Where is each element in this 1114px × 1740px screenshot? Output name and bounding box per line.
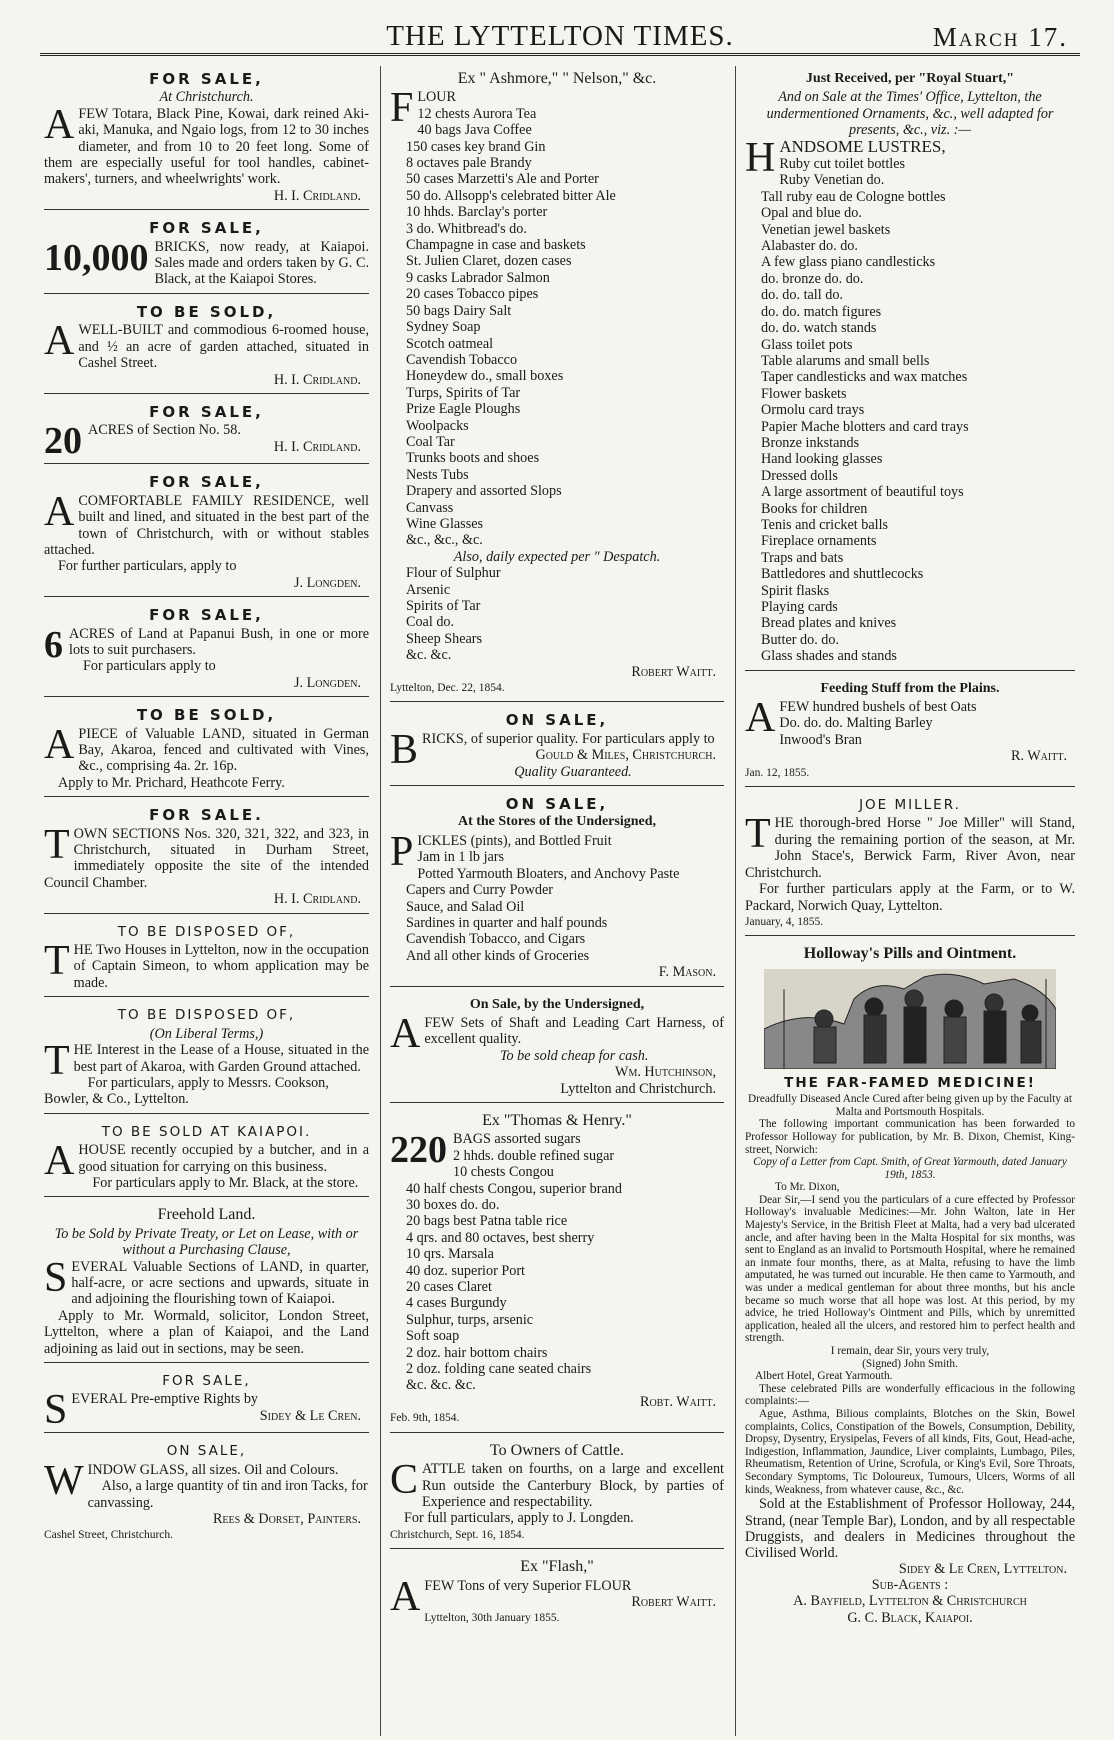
list-item: Books for children xyxy=(761,500,868,517)
advert-subheading: To be Sold by Private Treaty, or Let on Lease, with or without a Purchasing Clause, xyxy=(54,1225,359,1259)
advert-body: FEW Tons of very Superior FLOUR xyxy=(424,1577,632,1594)
drop-cap: A xyxy=(44,488,75,535)
advert-body: ACRES of Land at Papanui Bush, in one or more lots to suit purchasers. xyxy=(69,625,369,658)
list-item: A large assortment of beautiful toys xyxy=(761,484,964,501)
list-item: Glass toilet pots xyxy=(761,336,853,353)
advert-signature: Gould & Miles, Christchurch. xyxy=(535,747,716,764)
goods-list xyxy=(390,565,724,663)
goods-list xyxy=(390,1148,724,1394)
list-item: Alabaster do. do. xyxy=(761,238,858,255)
advert-body: BRICKS, now ready, at Kaiapoi. Sales made and orders taken by G. C. Black, at the Kaiapoi Stores. xyxy=(154,238,369,288)
list-item: Cavendish Tobacco, and Cigars xyxy=(406,931,586,948)
advert-signature: Wm. Hutchinson, xyxy=(615,1064,716,1081)
advert-heading: Holloway's Pills and Ointment. xyxy=(803,945,1017,963)
advert-heading: FOR SALE, xyxy=(149,219,264,238)
drop-cap: H xyxy=(745,134,776,181)
advert-timber xyxy=(44,66,369,210)
advert-paragraph: The following important communication has been forwarded to Professor Holloway for publication, by Mr. B. Dixon, Chemist, King-street, Norwich: xyxy=(745,1118,1075,1156)
drop-cap: T xyxy=(44,1038,70,1085)
advert-signature: Sidey & Le Cren, Lyttelton. xyxy=(898,1560,1067,1577)
sub-agent: A. Bayfield, Lyttelton & Christchurch xyxy=(793,1593,1027,1610)
list-item: Glass shades and stands xyxy=(761,648,897,665)
advert-signature-place: Lyttelton and Christchurch. xyxy=(560,1080,716,1097)
goods-list xyxy=(390,106,724,549)
advert-signature: F. Mason. xyxy=(658,964,716,981)
advert-paragraph: Sold at the Establishment of Professor Holloway, 244, Strand, (near Temple Bar), London, and by all respectable Druggists, and dealers in Medicines throughout the Civilised World. xyxy=(745,1496,1075,1562)
drop-cap: A xyxy=(745,695,776,742)
advert-bricks-gould xyxy=(390,707,724,786)
advert-house-cashel xyxy=(44,299,369,394)
advert-body: HE Interest in the Lease of a House, situated in the best part of Akaroa, with Garden Ground attached. xyxy=(73,1042,369,1075)
advert-line: For further particulars, apply to xyxy=(58,558,237,575)
list-item: 10 qrs. Marsala xyxy=(406,1246,494,1263)
advert-signature: Robt. Waitt. xyxy=(639,1393,716,1410)
list-item: 2 hhds. double refined sugar xyxy=(453,1147,615,1164)
list-item: Turps, Spirits of Tar xyxy=(406,384,521,401)
issue-date: March 17. xyxy=(932,22,1068,52)
advert-signature: H. I. Cridland. xyxy=(273,371,361,388)
list-item: Spirits of Tar xyxy=(406,598,481,614)
drop-cap: A xyxy=(44,1138,75,1185)
advert-body: FEW hundred bushels of best Oats xyxy=(779,699,977,716)
drop-cap: A xyxy=(44,721,75,768)
advert-heading: Freehold Land. xyxy=(157,1206,256,1224)
list-item: 50 bags Dairy Salt xyxy=(406,302,512,319)
list-item: Sydney Soap xyxy=(406,319,481,336)
list-item: Capers and Curry Powder xyxy=(406,882,553,899)
advert-two-houses xyxy=(44,919,369,998)
drop-cap: F xyxy=(390,85,414,132)
advert-signature: H. I. Cridland. xyxy=(273,187,361,204)
advert-body: EVERAL Valuable Sections of LAND, in quarter, half-acre, or acre sections and upwards, situate in and adjoining the flourishing town of Kaiapoi. xyxy=(71,1258,369,1308)
advert-heading: FOR SALE, xyxy=(149,402,264,421)
list-item: Trunks boots and shoes xyxy=(406,450,540,467)
advert-body: FEW Sets of Shaft and Leading Cart Harness, of excellent quality. xyxy=(424,1014,724,1048)
advert-cattle xyxy=(390,1438,724,1549)
list-item: St. Julien Claret, dozen cases xyxy=(406,253,572,270)
advert-signature: R. Waitt. xyxy=(1010,748,1067,765)
advert-line: For particulars, apply to Messrs. Cookson, Bowler, & Co., Lyttelton. xyxy=(44,1074,329,1108)
list-item: Cavendish Tobacco xyxy=(406,351,518,368)
list-item: do. do. tall do. xyxy=(761,287,843,304)
drop-cap: S xyxy=(44,1387,68,1434)
drop-cap: W xyxy=(44,1457,84,1504)
advert-body: ACRES of Section No. 58. xyxy=(88,422,241,439)
list-item: 20 cases Claret xyxy=(406,1279,492,1296)
advert-body: HOUSE recently occupied by a butcher, and in a good situation for carrying on this business. xyxy=(78,1142,369,1175)
advert-heading: FOR SALE, xyxy=(149,473,264,492)
advert-subheading: And on Sale at the Times' Office, Lyttelton, the undermentioned Ornaments, &c., well adapted for presents, &c., viz. :— xyxy=(766,89,1054,139)
advert-heading: TO BE SOLD AT KAIAPOI. xyxy=(101,1123,312,1140)
advert-freehold-land xyxy=(44,1202,369,1363)
advert-german-bay xyxy=(44,702,369,797)
advert-subheading: At Christchurch. xyxy=(159,89,254,106)
advert-signature: J. Longden. xyxy=(293,574,361,591)
advert-body: OWN SECTIONS Nos. 320, 321, 322, and 323, in Christchurch, situated in Durham Street, immediately opposite the site of the intended Council Chamber. xyxy=(44,825,369,891)
list-item: Arsenic xyxy=(406,581,451,598)
list-item: Nests Tubs xyxy=(406,466,469,483)
list-item: Table alarums and small bells xyxy=(761,352,930,369)
advert-royal-stuart xyxy=(745,66,1075,671)
advert-date: Christchurch, Sept. 16, 1854. xyxy=(390,1528,525,1541)
drop-cap: C xyxy=(390,1457,419,1504)
list-item: Taper candlesticks and wax matches xyxy=(761,369,968,386)
advert-line: For further particulars apply at the Farm, or to W. Packard, Norwich Quay, Lyttelton. xyxy=(745,881,1075,914)
advert-family-residence xyxy=(44,469,369,597)
advert-heading: On Sale, by the Undersigned, xyxy=(469,996,645,1012)
advert-line: Do. do. do. Malting Barley xyxy=(779,715,933,732)
list-item: 50 do. Allsopp's celebrated bitter Ale xyxy=(406,187,616,204)
list-item: Prize Eagle Ploughs xyxy=(406,401,521,418)
list-item: Drapery and assorted Slops xyxy=(406,483,562,500)
list-item: 150 cases key brand Gin xyxy=(406,138,546,155)
advert-body: HE Two Houses in Lyttelton, now in the occupation of Captain Simeon, to whom application may be made. xyxy=(73,942,369,991)
list-item: do. do. watch stands xyxy=(761,320,877,337)
advert-body: EVERAL Pre-emptive Rights by xyxy=(71,1391,259,1408)
list-item: do. bronze do. do. xyxy=(761,270,864,287)
list-item: 20 cases Tobacco pipes xyxy=(406,286,539,303)
advert-subheading: (On Liberal Terms,) xyxy=(149,1025,264,1042)
column-divider xyxy=(735,66,736,1736)
advert-body: HE thorough-bred Horse " Joe Miller" will Stand, during the remaining portion of the season, at Mr. John Stace's, Berwick Farm, River Avon, near Christchurch. xyxy=(745,815,1075,881)
letter-address: Albert Hotel, Great Yarmouth. xyxy=(755,1370,893,1383)
advert-line: For particulars apply to xyxy=(83,658,216,675)
list-item: Coal do. xyxy=(406,614,455,631)
advert-body: RICKS, of superior quality. For particulars apply to xyxy=(422,730,715,747)
letter-heading: Copy of a Letter from Capt. Smith, of Great Yarmouth, dated January 19th, 1853. xyxy=(753,1156,1067,1181)
list-item: 10 chests Congou xyxy=(453,1164,554,1181)
advert-heading: ON SALE, xyxy=(505,795,609,814)
advert-line: Also, a large quantity of tin and iron Tacks, for canvassing. xyxy=(87,1478,368,1511)
list-item: Sulphur, turps, arsenic xyxy=(406,1311,534,1328)
list-item: Sardines in quarter and half pounds xyxy=(406,914,608,931)
list-item: Coal Tar xyxy=(406,433,455,450)
column-divider xyxy=(380,66,381,1736)
letter-salutation: To Mr. Dixon, xyxy=(775,1181,840,1194)
advert-heading: FOR SALE. xyxy=(149,806,264,825)
advert-heading: FOR SALE, xyxy=(162,1373,251,1389)
advert-paragraph: These celebrated Pills are wonderfully efficacious in the following complaints:— xyxy=(745,1382,1075,1408)
advert-flash-flour xyxy=(390,1554,724,1632)
letter-closing: I remain, dear Sir, yours very truly, xyxy=(830,1345,990,1357)
list-item: Tenis and cricket balls xyxy=(761,516,889,533)
list-item: 2 doz. folding cane seated chairs xyxy=(406,1361,592,1378)
list-item: 40 doz. superior Port xyxy=(406,1262,526,1279)
advert-signature: H. I. Cridland. xyxy=(273,438,361,455)
advert-signature: Rees & Dorset, Painters. xyxy=(212,1511,361,1528)
list-item: Sauce, and Salad Oil xyxy=(406,898,525,915)
advert-subheading: Also, daily expected per " Despatch. xyxy=(453,548,661,565)
advert-kaiapoi-house xyxy=(44,1119,369,1198)
list-item: Papier Mache blotters and card trays xyxy=(761,418,969,435)
list-item: 8 octaves pale Brandy xyxy=(406,155,532,172)
advert-signature: Robert Waitt. xyxy=(631,1593,716,1610)
sub-agent: G. C. Black, Kaiapoi. xyxy=(847,1609,973,1626)
goods-list xyxy=(745,156,1075,665)
list-item: Champagne in case and baskets xyxy=(406,237,586,254)
advert-heading: Ex "Thomas & Henry." xyxy=(482,1111,632,1129)
list-item: Tall ruby eau de Cologne bottles xyxy=(761,188,946,205)
list-item: 20 bags best Patna table rice xyxy=(406,1213,568,1230)
masthead-rule xyxy=(40,53,1080,56)
large-number: 10,000 xyxy=(44,236,149,279)
list-item: &c., &c., &c. xyxy=(406,532,483,549)
advert-papanui xyxy=(44,602,369,697)
large-number: 220 xyxy=(390,1129,447,1172)
advert-body: PIECE of Valuable LAND, situated in German Bay, Akaroa, fenced and cultivated with Vines, &c., comprising 4a. 2r. 16p. xyxy=(78,725,369,775)
drop-cap: A xyxy=(390,1573,421,1620)
advert-signature: Sidey & Le Cren. xyxy=(259,1407,361,1424)
advert-banner: THE FAR-FAMED MEDICINE! xyxy=(784,1074,1036,1091)
list-item: Bronze inkstands xyxy=(761,434,860,451)
list-item: Honeydew do., small boxes xyxy=(406,368,564,385)
drop-cap: P xyxy=(390,828,414,875)
advert-body: ATTLE taken on fourths, on a large and excellent Run outside the Canterbury Block, by parties of Experience and respectability. xyxy=(422,1461,724,1510)
advert-date: Lyttelton, Dec. 22, 1854. xyxy=(390,682,505,695)
list-item: Spirit flasks xyxy=(761,582,830,599)
drop-cap: T xyxy=(44,938,70,985)
drop-cap: A xyxy=(44,318,75,365)
advert-date: January, 4, 1855. xyxy=(745,915,824,928)
list-item: Opal and blue do. xyxy=(761,205,862,222)
advert-line: Inwood's Bran xyxy=(779,731,862,748)
engraving-illustration xyxy=(764,969,1056,1069)
advert-heading: FOR SALE, xyxy=(149,606,264,625)
advert-date: Feb. 9th, 1854. xyxy=(390,1412,460,1425)
list-item: Ruby Venetian do. xyxy=(779,172,885,189)
advert-heading: Ex "Flash," xyxy=(520,1558,594,1576)
advert-joe-miller xyxy=(745,792,1075,936)
advert-heading: ON SALE, xyxy=(166,1443,247,1460)
advert-preemptive-rights xyxy=(44,1368,369,1433)
list-item: Potted Yarmouth Bloaters, and Anchovy Paste xyxy=(417,865,680,882)
advert-line: For full particulars, apply to J. Longden. xyxy=(404,1510,634,1527)
letter-signed: (Signed) John Smith. xyxy=(862,1357,958,1370)
advert-signature: H. I. Cridland. xyxy=(273,891,361,908)
list-item: 50 cases Marzetti's Ale and Porter xyxy=(406,171,599,188)
list-item: 9 casks Labrador Salmon xyxy=(406,269,550,286)
drop-cap: A xyxy=(44,101,75,148)
advert-date: Jan. 12, 1855. xyxy=(745,766,810,779)
list-item: Venetian jewel baskets xyxy=(761,221,891,238)
advert-lease-akaroa xyxy=(44,1002,369,1113)
advert-heading: FOR SALE, xyxy=(149,70,264,88)
list-item: Scotch oatmeal xyxy=(406,335,494,352)
list-item: Ormolu card trays xyxy=(761,402,865,419)
advert-signature: Robert Waitt. xyxy=(631,663,716,680)
advert-acres-58 xyxy=(44,399,369,464)
advert-body: COMFORTABLE FAMILY RESIDENCE, well built and lined, and situated in the best part of the town of Christchurch, with or without stables attached. xyxy=(44,492,369,558)
letter-body: Dear Sir,—I send you the particulars of a cure effected by Professor Holloway's invaluable Medicines:—Mr. John Walton, late in Her Majesty's Service, in the British Fleet at Malta, had a very bad ulcerated ancle, and after having been in the Malta Hospital for six months, was sent to England as an invalid to Portsmouth Hospital, where he remained an inmate four months, there, as at Malta, refusing to have the limb amputated, he was turned out incurable. He then came to Yarmouth, and was under a medical gentleman for about three months, but his ancle became so much worse that all hope was lost. At this period, by my advice, he tried Holloway's Ointment and Pills, which by unremitted application, healed all the ulcers, and restored him to perfect health and strength. xyxy=(745,1193,1075,1345)
advert-heading: ON SALE, xyxy=(505,711,609,730)
list-item: Ruby cut toilet bottles xyxy=(779,156,906,173)
large-number: 20 xyxy=(44,420,82,463)
advert-heading: Just Received, per "Royal Stuart," xyxy=(805,71,1015,86)
advert-heading: Feeding Stuff from the Plains. xyxy=(820,680,1000,696)
advert-harness xyxy=(390,992,724,1103)
advert-first-line: LOUR xyxy=(417,89,456,106)
advert-heading: TO BE SOLD, xyxy=(136,302,277,321)
advert-feeding-stuff xyxy=(745,676,1075,787)
list-item: 40 half chests Congou, superior brand xyxy=(406,1180,622,1197)
newspaper-title: THE LYTTELTON TIMES. xyxy=(386,20,734,52)
advert-tagline: Quality Guaranteed. xyxy=(514,763,632,780)
advert-first-line: ANDSOME LUSTRES, xyxy=(779,136,946,156)
list-item: 40 bags Java Coffee xyxy=(417,122,532,139)
advert-holloway xyxy=(745,941,1075,1631)
list-item: Hand looking glasses xyxy=(761,451,883,468)
list-item: 3 do. Whitbread's do. xyxy=(406,220,527,237)
sub-agents-label: Sub-Agents : xyxy=(871,1576,949,1593)
masthead xyxy=(40,14,1080,56)
list-item: Flower baskets xyxy=(761,385,847,402)
column-3 xyxy=(745,66,1075,1636)
drop-cap: B xyxy=(390,726,419,773)
advert-bricks xyxy=(44,215,369,294)
advert-subheading: At the Stores of the Undersigned, xyxy=(457,814,657,830)
list-item: do. do. match figures xyxy=(761,303,882,320)
advert-heading: TO BE SOLD, xyxy=(136,706,277,725)
list-item: And all other kinds of Groceries xyxy=(406,947,590,964)
advert-signature: J. Longden. xyxy=(293,674,361,691)
list-item: Soft soap xyxy=(406,1328,460,1345)
list-item: 30 boxes do. do. xyxy=(406,1197,500,1213)
list-item: 2 doz. hair bottom chairs xyxy=(406,1344,548,1361)
advert-intro: Dreadfully Diseased Ancle Cured after being given up by the Faculty at Malta and Portsmouth Hospitals. xyxy=(747,1093,1073,1118)
advert-body: WELL-BUILT and commodious 6-roomed house, and ½ an acre of garden attached, situated in Cashel Street. xyxy=(78,322,369,372)
list-item: Canvass xyxy=(406,499,454,516)
large-number: 6 xyxy=(44,623,63,666)
list-item: Sheep Shears xyxy=(406,630,483,647)
list-item: Dressed dolls xyxy=(761,467,838,484)
list-item: Woolpacks xyxy=(406,417,469,434)
list-item: 4 cases Burgundy xyxy=(406,1295,507,1312)
advert-address: Cashel Street, Christchurch. xyxy=(44,1529,174,1542)
drop-cap: T xyxy=(44,821,70,868)
advert-heading: JOE MILLER. xyxy=(859,797,961,814)
advert-town-sections xyxy=(44,802,369,913)
column-2 xyxy=(390,66,724,1637)
advert-ashmore-nelson xyxy=(390,66,724,702)
advert-tagline: To be sold cheap for cash. xyxy=(499,1047,649,1064)
drop-cap: A xyxy=(390,1010,421,1057)
list-item: Battledores and shuttlecocks xyxy=(761,566,924,583)
advert-heading: TO BE DISPOSED OF, xyxy=(117,1007,296,1024)
drop-cap: S xyxy=(44,1254,68,1301)
list-item: Fireplace ornaments xyxy=(761,533,877,550)
advert-first-line: BAGS assorted sugars xyxy=(453,1131,581,1148)
advert-line: Apply to Mr. Prichard, Heathcote Ferry. xyxy=(58,774,285,791)
list-item: &c. &c. &c. xyxy=(406,1377,476,1394)
advert-line: Apply to Mr. Wormald, solicitor, London Street, Lyttelton, where a plan of Kaiapoi, and the Land adjoining as laid out in sections, may be seen. xyxy=(44,1307,369,1357)
list-item: &c. &c. xyxy=(406,647,452,664)
list-item: 12 chests Aurora Tea xyxy=(417,105,537,122)
column-1 xyxy=(44,66,369,1554)
goods-list xyxy=(390,849,724,964)
advert-heading: To Owners of Cattle. xyxy=(490,1441,624,1459)
advert-body: INDOW GLASS, all sizes. Oil and Colours. xyxy=(87,1461,339,1478)
drop-cap: T xyxy=(745,811,771,858)
advert-body: FEW Totara, Black Pine, Kowai, dark reined Aki-aki, Manuka, and Ngaio logs, from 12 to 30 inches diameter, and from 10 to 20 feet long. Some of them are especially useful for tool handles, cabinet-makers', turners, and wheelwrights' work. xyxy=(44,105,369,188)
list-item: Jam in 1 lb jars xyxy=(417,849,505,866)
list-item: Traps and bats xyxy=(761,549,844,566)
advert-thomas-henry xyxy=(390,1108,724,1433)
list-item: Wine Glasses xyxy=(406,515,484,532)
advert-line: For particulars apply to Mr. Black, at the store. xyxy=(92,1174,359,1191)
list-item: Bread plates and knives xyxy=(761,615,897,632)
advert-window-glass xyxy=(44,1438,369,1548)
advert-pickles xyxy=(390,791,724,986)
list-item: 4 qrs. and 80 octaves, best sherry xyxy=(406,1229,595,1246)
complaints-list: Ague, Asthma, Bilious complaints, Blotches on the Skin, Bowel complaints, Colics, Constipation of the Bowels, Consumption, Debility, Dropsy, Dysentry, Erysipelas, Fevers of all kinds, Fits, Gout, Head-ache, Indigestion, Inflammation, Jaundice, Liver complaints, Lumbago, Piles, Rheumatism, Retention of Urine, Scrofula, or King's Evil, Sore Throats, Secondary Symptoms, Tic Doloureux, Tumours, Ulcers, Worms of all kinds, Weakness, from whatever cause, &c., &c. xyxy=(745,1407,1075,1496)
advert-first-line: ICKLES (pints), and Bottled Fruit xyxy=(417,832,612,849)
advert-heading: TO BE DISPOSED OF, xyxy=(117,923,296,940)
list-item: 10 hhds. Barclay's porter xyxy=(406,204,548,221)
list-item: Flour of Sulphur xyxy=(406,565,501,582)
list-item: Butter do. do. xyxy=(761,631,840,648)
advert-heading: Ex " Ashmore," " Nelson," &c. xyxy=(457,70,657,87)
list-item: Playing cards xyxy=(761,599,838,615)
advert-date: Lyttelton, 30th January 1855. xyxy=(424,1612,560,1625)
list-item: A few glass piano candlesticks xyxy=(761,254,936,271)
